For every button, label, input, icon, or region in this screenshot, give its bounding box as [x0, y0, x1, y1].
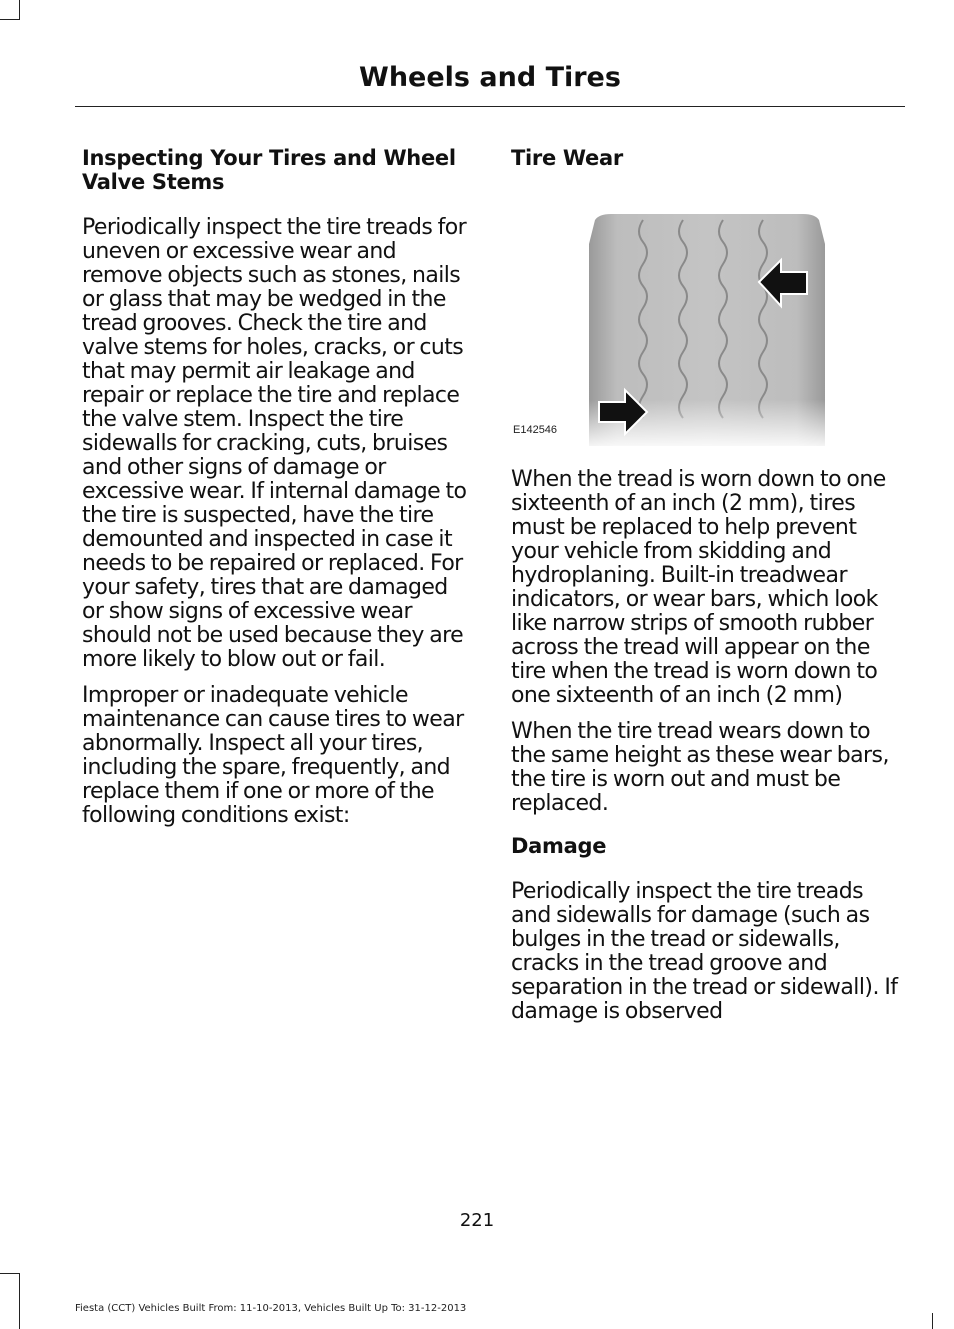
- body-paragraph: When the tire tread wears down to the same height as these wear bars, the tire is worn out and must be replaced.: [511, 719, 889, 816]
- body-paragraph: Periodically inspect the tire treads for uneven or excessive wear and remove objects such as stones, nails or glass that may be wedged in the tread grooves. Check the tire and valve stems for holes, cracks, or cuts that may permit air leakage and repair or replace the tire and replace the valve stem. Inspect the tire sidewalls for cracking, cuts, bruises and other signs of damage or excessive wear. If internal damage to the tire is suspected, have the tire demounted and inspected in case it needs to be repaired or replaced. For your safety, tires that are damaged or show signs of excessive wear should not be used because they are more likely to blow out or fail.: [82, 215, 467, 672]
- body-paragraph: Periodically inspect the tire treads and sidewalls for damage (such as bulges in the tread or sidewalls, cracks in the tread groove and separation in the tread or sidewall). If damage is observed: [511, 879, 898, 1024]
- left-column: [82, 146, 472, 840]
- crop-mark: [932, 1313, 933, 1329]
- tire-wear-figure: [511, 192, 903, 454]
- crop-mark: [0, 1273, 20, 1274]
- page-number: 221: [459, 1210, 495, 1231]
- title-divider: [75, 106, 905, 107]
- figure-label: E142546: [513, 424, 558, 436]
- crop-mark: [19, 0, 20, 20]
- crop-mark: [0, 19, 20, 20]
- page-title: Wheels and Tires: [359, 62, 621, 93]
- right-column: [511, 146, 903, 1036]
- footer-text: Fiesta (CCT) Vehicles Built From: 11-10-2013, Vehicles Built Up To: 31-12-2013: [75, 1303, 467, 1314]
- body-paragraph: Improper or inadequate vehicle maintenance can cause tires to wear abnormally. Inspect all your tires, including the spare, frequently, and replace them if one or more of the following conditions exist:: [82, 683, 464, 828]
- crop-mark: [19, 1273, 20, 1329]
- tire-tread-wear-bar-illustration: [581, 214, 833, 446]
- section-heading-damage: Damage: [511, 834, 607, 858]
- body-paragraph: When the tread is worn down to one sixteenth of an inch (2 mm), tires must be replaced to help prevent your vehicle from skidding and hydroplaning. Built-in treadwear indicators, or wear bars, which look like narrow strips of smooth rubber across the tread will appear on the tire when the tread is worn down to one sixteenth of an inch (2 mm): [511, 467, 886, 708]
- section-heading-inspecting: Inspecting Your Tires and Wheel Valve Stems: [82, 146, 456, 194]
- section-heading-tire-wear: Tire Wear: [511, 146, 623, 170]
